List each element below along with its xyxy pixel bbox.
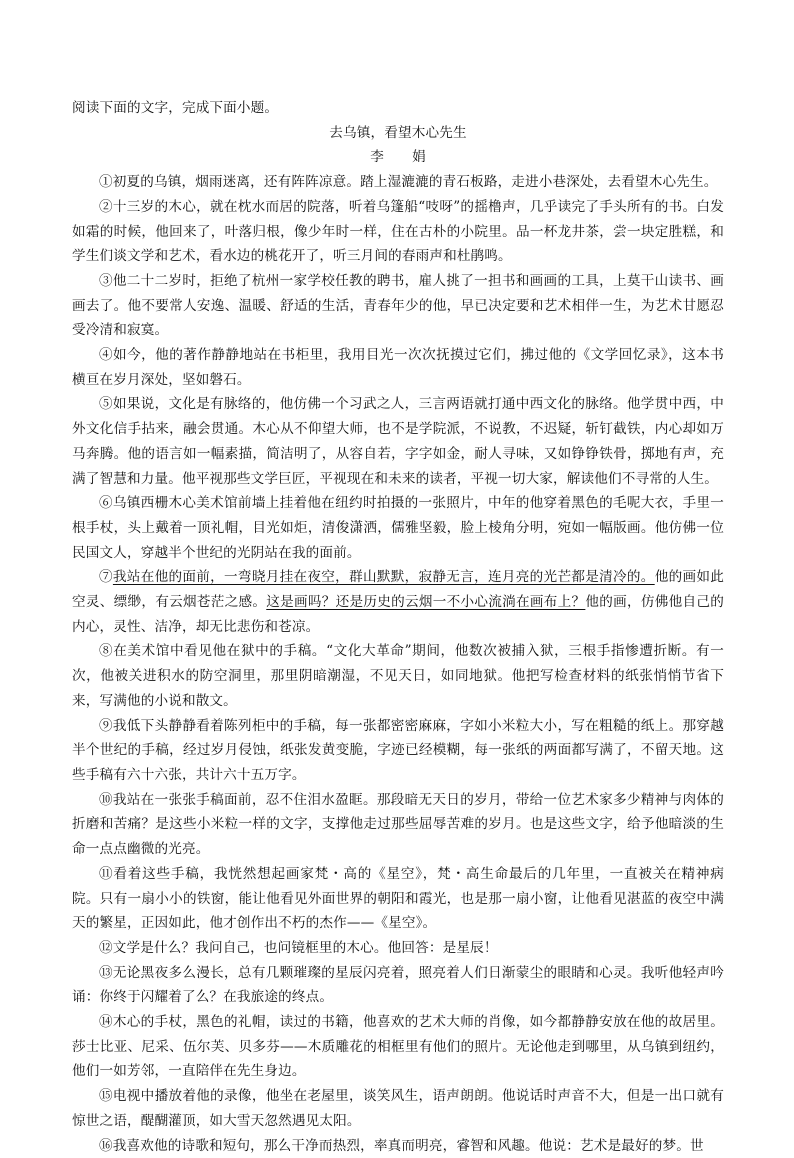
underlined-sentence-moon: 我站在他的面前，一弯晓月挂在夜空，群山默默，寂静无言，连月亮的光芒都是清冷的。 — [112, 569, 655, 586]
article-author: 李 娟 — [370, 149, 438, 166]
paragraph-7 — [72, 565, 724, 639]
paragraph-7-number: ⑦ — [99, 569, 113, 586]
paragraph-6: ⑥乌镇西栅木心美术馆前墙上挂着他在纽约时拍摄的一张照片，中年的他穿着黑色的毛呢大衣，手里一根手杖，头上戴着一顶礼帽，目光如炬，清俊潇洒，儒雅坚毅，脸上棱角分明，宛如一幅版画。他仿佛一位民国文人，穿越半个世纪的光阴站在我的面前。 — [72, 495, 724, 561]
article — [72, 96, 724, 1158]
paragraph-13: ⑬无论黑夜多么漫长，总有几颗璀璨的星辰闪亮着，照亮着人们日渐蒙尘的眼睛和心灵。我听他轻声吟诵：你终于闪耀着了么？在我旅途的终点。 — [72, 964, 724, 1006]
paragraph-1: ①初夏的乌镇，烟雨迷离，还有阵阵凉意。踏上湿漉漉的青石板路，走进小巷深处，去看望木心先生。 — [99, 174, 718, 191]
paragraph-12: ⑫文学是什么？我问自己，也问镜框里的木心。他回答：是星辰！ — [99, 939, 498, 956]
paragraph-7-ending: 他的画，仿佛他自己的内心，灵性、洁净，却无比悲伤和苍凉。 — [72, 594, 724, 635]
paragraph-9: ⑨我低下头静静看着陈列柜中的手稿，每一张都密密麻麻，字如小米粒大小，写在粗糙的纸上。那穿越半个世纪的手稿，经过岁月侵蚀，纸张发黄变脆，字迹已经模糊，每一张纸的两面都写满了，不留天地。这些手稿有六十六张，共计六十五万字。 — [72, 717, 724, 783]
paragraph-2: ②十三岁的木心，就在枕水而居的院落，听着乌篷船“吱呀”的摇橹声，几乎读完了手头所有的书。白发如霜的时候，他回来了，叶落归根，像少年时一样，住在古朴的小院里。品一杯龙井茶，尝一块定胜糕，和学生们谈文学和艺术，看水边的桃花开了，听三月间的春雨声和杜鹃鸣。 — [72, 198, 724, 265]
paragraph-8: ⑧在美术馆中看见他在狱中的手稿。“文化大革命”期间，他数次被捕入狱，三根手指惨遭折断。有一次，他被关进积水的防空洞里，那里阴暗潮湿，不见天日，如同地狱。他把写检查材料的纸张悄悄节省下来，写满他的小说和散文。 — [72, 643, 724, 709]
paragraph-7-text: 他的画如此空灵、缥缈，有云烟苍茫之感。 — [72, 569, 724, 611]
underlined-sentence-question: 这是画吗？还是历史的云烟一不小心流淌在画布上？ — [266, 594, 586, 611]
paragraph-4: ④如今，他的著作静静地站在书柜里，我用目光一次次抚摸过它们，拂过他的《文学回忆录》，这本书横亘在岁月深处，坚如磐石。 — [72, 347, 724, 388]
question-instruction: 阅读下面的文字，完成下面小题。 — [72, 100, 279, 116]
paragraph-5: ⑤如果说，文化是有脉络的，他仿佛一个习武之人，三言两语就打通中西文化的脉络。他学贯中西，中外文化信手拈来，融会贯通。木心从不仰望大师，也不是学院派，不说教，不迟疑，斩钉截铁，内心却如万马奔腾。他的语言如一幅素描，简洁明了，从容自若，字字如金，耐人寻味，又如铮铮铁骨，掷地有声，充满了智慧和力量。他平视那些文学巨匠，平视现在和未来的读者，平视一切大家，解读他们不寻常的人生。 — [72, 396, 724, 487]
paragraph-11: ⑪看着这些手稿，我恍然想起画家梵・高的《星空》，梵・高生命最后的几年里，一直被关在精神病院。只有一扇小小的铁窗，能让他看见外面世界的朝阳和霞光，也是那一扇小窗，让他看见湛蓝的夜空中满天的繁星，正因如此，他才创作出不朽的杰作——《星空》。 — [72, 865, 724, 932]
article-title: 去乌镇，看望木心先生 — [329, 124, 467, 141]
paragraph-16: ⑯我喜欢他的诗歌和短句，那么干净而热烈，率真而明亮，睿智和风趣。他说：艺术是最好的梦。世 — [99, 1137, 704, 1154]
paragraph-15: ⑮电视中播放着他的录像，他坐在老屋里，谈笑风生，语声朗朗。他说话时声音不大，但是一出口就有惊世之语，醍醐灌顶，如大雪天忽然遇见太阳。 — [72, 1088, 724, 1129]
paragraph-10: ⑩我站在一张张手稿面前，忍不住泪水盈眶。那段暗无天日的岁月，带给一位艺术家多少精神与肉体的折磨和苦痛？是这些小米粒一样的文字，支撑他走过那些屈辱苦难的岁月。也是这些文字，给予他暗淡的生命一点点幽微的光亮。 — [72, 791, 724, 858]
paragraph-14: ⑭木心的手杖，黑色的礼帽，读过的书籍，他喜欢的艺术大师的肖像，如今都静静安放在他的故居里。莎士比亚、尼采、伍尔芙、贝多芬——木质雕花的相框里有他们的照片。无论他走到哪里，从乌镇到纽约，他们一如芳邻，一直陪伴在先生身边。 — [72, 1014, 724, 1080]
paragraph-3: ③他二十二岁时，拒绝了杭州一家学校任教的聘书，雇人挑了一担书和画画的工具，上莫干山读书、画画去了。他不要常人安逸、温暖、舒适的生活，青春年少的他，早已决定要和艺术相伴一生，为艺术甘愿忍受冷清和寂寞。 — [72, 272, 724, 339]
